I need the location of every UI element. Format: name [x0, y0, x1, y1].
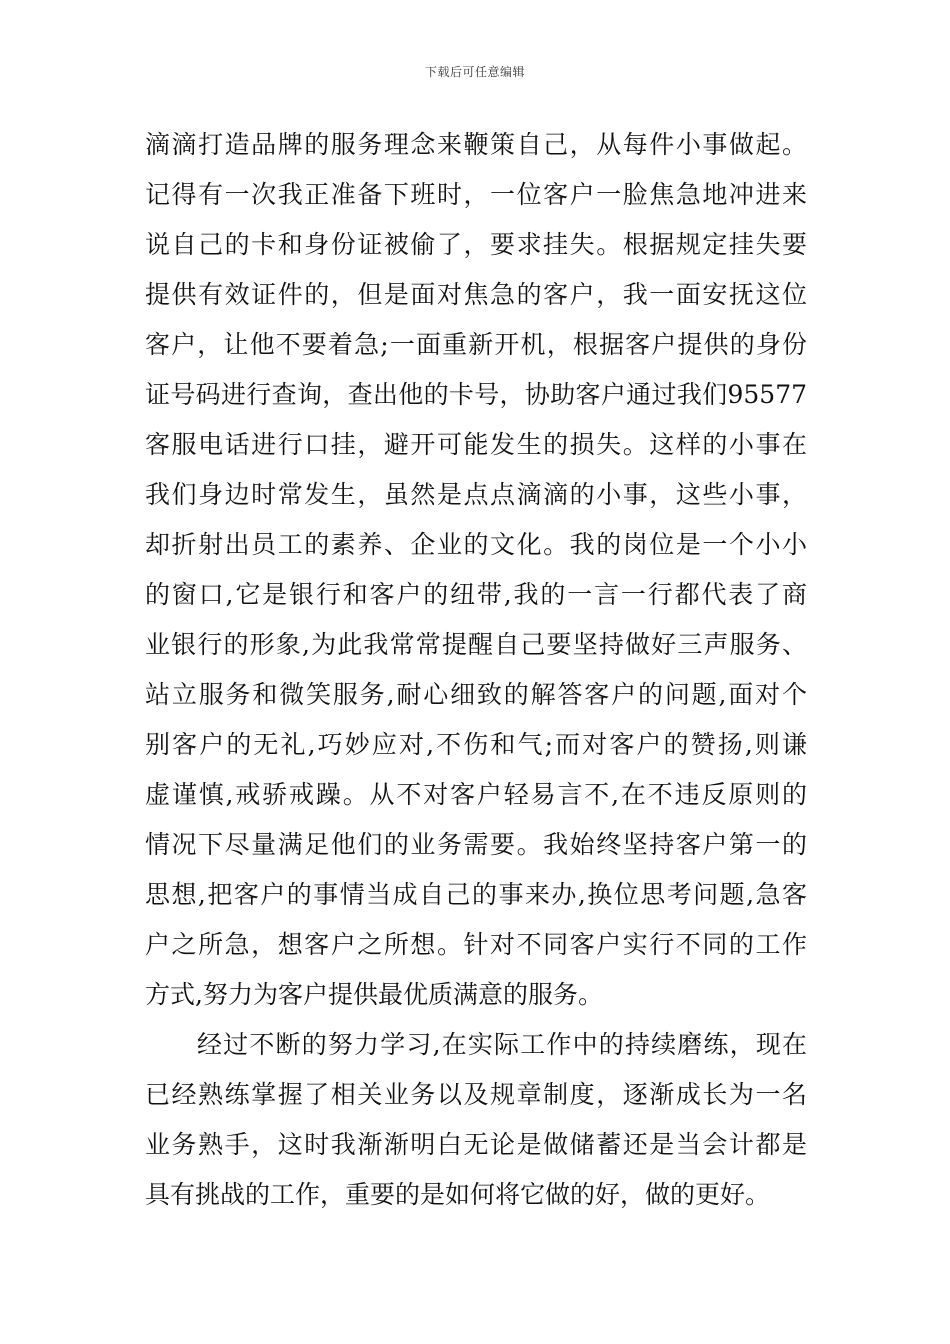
text-line: 说自己的卡和身份证被偷了，要求挂失。根据规定挂失要 — [145, 230, 807, 259]
document-body — [145, 127, 807, 1227]
text-line: 思想,把客户的事情当成自己的事来办,换位思考问题,急客 — [145, 880, 807, 909]
text-line: 方式,努力为客户提供最优质满意的服务。 — [145, 980, 603, 1009]
text-line: 具有挑战的工作，重要的是如何将它做的好，做的更好。 — [145, 1180, 771, 1209]
text-line: 业银行的形象,为此我常常提醒自己要坚持做好三声服务、 — [145, 630, 807, 659]
text-line: 提供有效证件的，但是面对焦急的客户，我一面安抚这位 — [145, 280, 807, 309]
text-line: 情况下尽量满足他们的业务需要。我始终坚持客户第一的 — [145, 830, 807, 859]
text-line: 却折射出员工的素养、企业的文化。我的岗位是一个小小 — [145, 530, 807, 559]
text-line: 站立服务和微笑服务,耐心细致的解答客户的问题,面对个 — [145, 680, 807, 709]
text-line: 滴滴打造品牌的服务理念来鞭策自己，从每件小事做起。 — [145, 130, 807, 159]
text-line: 证号码进行查询，查出他的卡号，协助客户通过我们95577 — [145, 380, 807, 409]
text-line: 户之所急，想客户之所想。针对不同客户实行不同的工作 — [145, 930, 807, 959]
text-line: 经过不断的努力学习,在实际工作中的持续磨练，现在 — [197, 1030, 807, 1059]
text-line: 已经熟练掌握了相关业务以及规章制度，逐渐成长为一名 — [145, 1080, 807, 1109]
text-line: 别客户的无礼,巧妙应对,不伤和气;而对客户的赞扬,则谦 — [145, 730, 807, 759]
paragraph-1 — [145, 127, 807, 1027]
text-line: 业务熟手，这时我渐渐明白无论是做储蓄还是当会计都是 — [145, 1130, 807, 1159]
text-line: 虚谨慎,戒骄戒躁。从不对客户轻易言不,在不违反原则的 — [145, 780, 807, 809]
paragraph-2 — [145, 1027, 807, 1227]
text-line: 客户，让他不要着急;一面重新开机，根据客户提供的身份 — [145, 330, 807, 359]
text-line: 的窗口,它是银行和客户的纽带,我的一言一行都代表了商 — [145, 580, 807, 609]
text-line: 客服电话进行口挂，避开可能发生的损失。这样的小事在 — [145, 430, 807, 459]
page-header: 下载后可任意编辑 — [424, 65, 525, 79]
text-line: 记得有一次我正准备下班时，一位客户一脸焦急地冲进来 — [145, 180, 807, 209]
text-line: 我们身边时常发生，虽然是点点滴滴的小事，这些小事， — [145, 480, 807, 509]
